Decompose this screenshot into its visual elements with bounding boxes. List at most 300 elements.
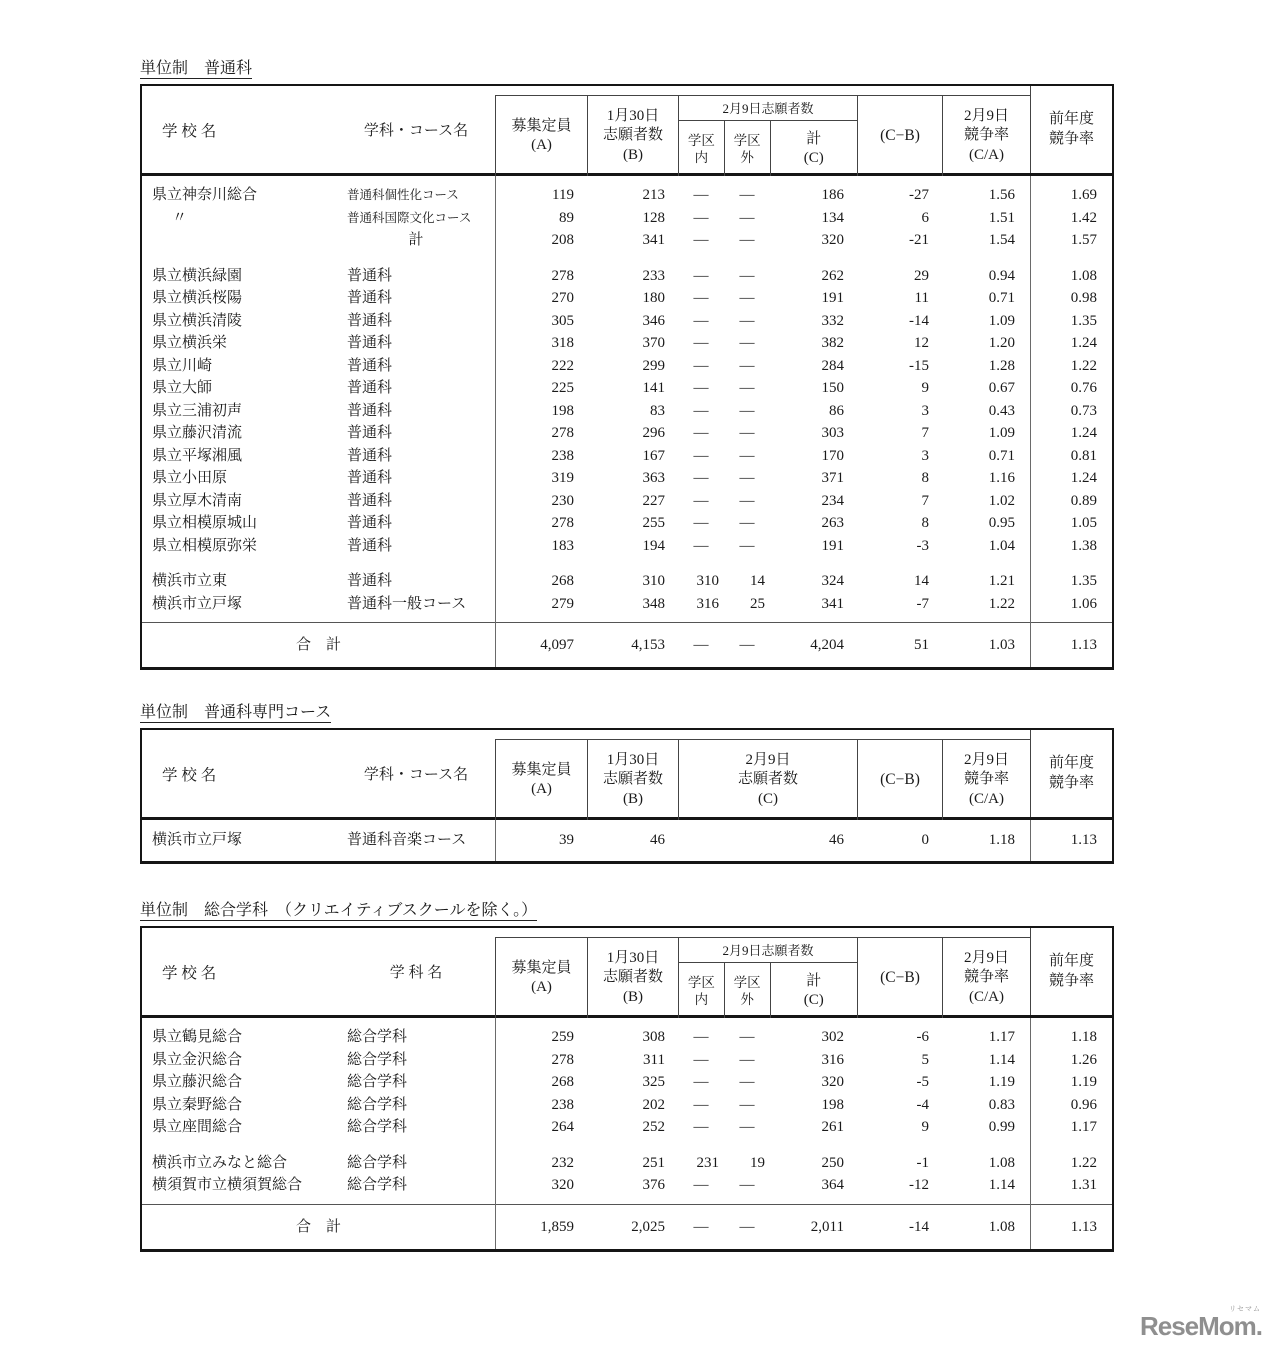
cell-feb-rate: 0.71 — [988, 447, 1015, 464]
column-divider — [495, 176, 496, 667]
cell-in-district: — — [693, 380, 709, 396]
column-divider — [1030, 820, 1031, 861]
table-row — [142, 1116, 1112, 1139]
cell-feb-total: 250 — [821, 1154, 844, 1171]
col-header-school: 学 校 名 — [162, 122, 217, 140]
feb-subheaders — [679, 121, 857, 176]
cell-prev-rate: 1.35 — [1070, 573, 1097, 589]
col-header-jan-applicants: 1月30日 志願者数 (B) — [587, 95, 678, 176]
cell-feb-rate: 0.83 — [988, 1096, 1015, 1113]
cell-diff: 6 — [921, 209, 929, 226]
cell-feb-total: 320 — [821, 1074, 844, 1090]
cell-prev-rate: 1.24 — [1070, 470, 1097, 486]
cell-prev-rate: 1.05 — [1070, 515, 1097, 531]
cell-diff: -1 — [916, 1154, 929, 1171]
cell-feb-rate: 0.95 — [988, 515, 1015, 531]
cell-prev-rate: 1.08 — [1070, 267, 1097, 284]
table-body — [142, 1018, 1112, 1249]
feb-subheaders — [679, 963, 857, 1018]
cell-prev-rate: 0.73 — [1070, 402, 1097, 419]
cell-dept-name: 普通科一般コース — [347, 595, 467, 612]
table-row — [142, 1071, 1112, 1094]
table-row — [142, 400, 1112, 423]
cell-prev-rate: 1.31 — [1070, 1177, 1097, 1193]
cell-dept-name: 総合学科 — [347, 1051, 408, 1068]
cell-dept-name: 総合学科 — [347, 1119, 408, 1135]
cell-school-name: 県立小田原 — [152, 470, 228, 486]
cell-prev-rate: 1.13 — [1070, 832, 1097, 848]
cell-out-district: — — [739, 470, 755, 486]
cell-feb-total: 191 — [821, 537, 844, 554]
table-row — [142, 310, 1112, 333]
cell-in-district: — — [693, 1119, 709, 1135]
group-gap — [142, 557, 1112, 570]
cell-jan-applicants: 348 — [642, 595, 665, 612]
cell-in-district: — — [693, 232, 709, 248]
cell-feb-rate: 0.43 — [988, 402, 1015, 419]
col-header-in-district: 学区 内 — [679, 121, 725, 176]
cell-jan-applicants: 251 — [642, 1154, 665, 1171]
table-body — [142, 820, 1112, 861]
cell-in-district: — — [693, 470, 709, 486]
cell-school-name: 横浜市立みなと総合 — [152, 1154, 288, 1171]
table-title — [140, 58, 1280, 80]
cell-diff: 8 — [921, 515, 929, 531]
cell-school-name: 県立神奈川総合 — [152, 187, 258, 203]
cell-dept-name: 普通科 — [347, 515, 393, 531]
cell-in-district: — — [693, 209, 709, 226]
cell-dept-name: 普通科個性化コース — [347, 188, 459, 202]
cell-school-name: 県立藤沢総合 — [152, 1074, 243, 1090]
cell-jan-applicants: 346 — [642, 312, 665, 329]
cell-school-name: 県立金沢総合 — [152, 1051, 243, 1068]
cell-capacity: 225 — [551, 380, 574, 396]
cell-prev-rate: 0.96 — [1070, 1096, 1097, 1113]
cell-feb-rate: 1.20 — [988, 335, 1015, 351]
table-row — [142, 1094, 1112, 1117]
cell-prev-rate: 1.26 — [1070, 1051, 1097, 1068]
cell-capacity: 89 — [559, 209, 574, 226]
cell-prev-rate: 1.69 — [1070, 187, 1097, 203]
cell-feb-rate: 1.14 — [988, 1177, 1015, 1193]
cell-jan-applicants: 227 — [642, 492, 665, 509]
total-in-district: — — [693, 637, 709, 653]
cell-prev-rate: 1.35 — [1070, 312, 1097, 329]
cell-feb-total: 263 — [821, 515, 844, 531]
cell-school-name: 〃 — [172, 209, 188, 226]
total-jan-applicants: 2,025 — [631, 1218, 665, 1235]
cell-out-district: — — [739, 1096, 755, 1113]
table-row — [142, 535, 1112, 558]
cell-capacity: 222 — [551, 357, 574, 374]
cell-out-district: — — [739, 537, 755, 554]
tables-container — [0, 58, 1280, 1252]
cell-feb-total: 316 — [821, 1051, 844, 1068]
cell-capacity: 238 — [551, 1096, 574, 1113]
cell-diff: 7 — [921, 492, 929, 509]
cell-dept-name: 計 — [408, 232, 424, 248]
cell-feb-total: 198 — [821, 1096, 844, 1113]
table-row — [142, 265, 1112, 288]
cell-out-district: 25 — [750, 595, 765, 612]
group-gap — [142, 1139, 1112, 1152]
cell-capacity: 259 — [551, 1029, 574, 1045]
cell-diff: 29 — [914, 267, 929, 284]
cell-diff: 3 — [921, 447, 929, 464]
col-header-feb-rate: 2月9日 競争率 (C/A) — [942, 739, 1030, 820]
col-header-diff: (C−B) — [857, 937, 942, 1018]
cell-school-name: 県立三浦初声 — [152, 402, 243, 419]
cell-dept-name: 普通科 — [347, 447, 393, 464]
col-header-dept: 学科・コース名 — [363, 123, 469, 139]
cell-out-district: — — [739, 335, 755, 351]
col-header-jan-applicants: 1月30日 志願者数 (B) — [587, 937, 678, 1018]
cell-jan-applicants: 141 — [642, 380, 665, 396]
cell-prev-rate: 1.57 — [1070, 232, 1097, 248]
cell-out-district: — — [739, 187, 755, 203]
cell-school-name: 県立横浜清陵 — [152, 312, 243, 329]
table-row — [142, 445, 1112, 468]
cell-feb-rate: 1.51 — [988, 209, 1015, 226]
cell-in-district: — — [693, 447, 709, 464]
cell-jan-applicants: 167 — [642, 447, 665, 464]
cell-feb-total: 170 — [821, 447, 844, 464]
cell-jan-applicants: 299 — [642, 357, 665, 374]
logo-ruby-text: リセマム — [1229, 1306, 1261, 1313]
cell-dept-name: 普通科 — [347, 380, 393, 396]
cell-school-name: 横浜市立戸塚 — [152, 595, 243, 612]
cell-school-name: 横浜市立戸塚 — [152, 832, 243, 848]
cell-capacity: 232 — [551, 1154, 574, 1171]
cell-diff: -3 — [916, 537, 929, 554]
cell-out-district: — — [739, 267, 755, 284]
cell-dept-name: 普通科 — [347, 470, 393, 486]
cell-diff: -12 — [909, 1177, 929, 1193]
cell-out-district: — — [739, 1051, 755, 1068]
cell-out-district: — — [739, 232, 755, 248]
cell-out-district: — — [739, 1177, 755, 1193]
cell-school-name: 県立川崎 — [152, 357, 213, 374]
cell-feb-rate: 1.22 — [988, 595, 1015, 612]
table-body — [142, 176, 1112, 667]
table-footer — [142, 1204, 1112, 1249]
cell-feb-rate: 1.54 — [988, 232, 1015, 248]
cell-diff: -5 — [916, 1074, 929, 1090]
col-header-capacity: 募集定員 (A) — [495, 95, 587, 176]
cell-capacity: 278 — [551, 515, 574, 531]
logo-brand-text: ReseMom. — [1139, 1311, 1262, 1341]
cell-out-district: 14 — [750, 573, 765, 589]
cell-capacity: 230 — [551, 492, 574, 509]
table-row — [142, 377, 1112, 400]
cell-diff: -14 — [909, 312, 929, 329]
col-header-dept: 学科・コース名 — [363, 767, 469, 783]
cell-diff: -4 — [916, 1096, 929, 1113]
cell-in-district: — — [693, 1074, 709, 1090]
feb-group-label: 2月9日志願者数 — [679, 96, 857, 121]
table-rows — [142, 820, 1112, 861]
cell-capacity: 119 — [552, 187, 574, 203]
cell-diff: 7 — [921, 425, 929, 441]
table-title-text: 単位制 普通科専門コース — [140, 704, 332, 721]
cell-out-district: — — [739, 492, 755, 509]
cell-dept-name: 総合学科 — [347, 1074, 408, 1090]
cell-feb-rate: 1.14 — [988, 1051, 1015, 1068]
cell-jan-applicants: 46 — [650, 832, 665, 848]
cell-diff: 9 — [921, 1119, 929, 1135]
data-table — [140, 84, 1114, 670]
cell-out-district: — — [739, 425, 755, 441]
cell-in-district: — — [693, 290, 709, 306]
table-footer — [142, 622, 1112, 667]
cell-out-district: — — [739, 290, 755, 306]
cell-feb-rate: 0.71 — [988, 290, 1015, 306]
col-header-out-district: 学区 外 — [725, 121, 771, 176]
table-rows — [142, 176, 1112, 622]
cell-school-name: 県立横浜桜陽 — [152, 290, 243, 306]
col-header-capacity: 募集定員 (A) — [495, 937, 587, 1018]
table-row — [142, 287, 1112, 310]
col-header-capacity: 募集定員 (A) — [495, 739, 587, 820]
cell-dept-name: 普通科 — [347, 312, 393, 329]
col-header-total-c: 計 (C) — [803, 972, 824, 1008]
cell-dept-name: 普通科 — [347, 425, 393, 441]
cell-feb-rate: 1.18 — [988, 832, 1015, 848]
cell-capacity: 320 — [551, 1177, 574, 1193]
cell-feb-rate: 1.09 — [988, 425, 1015, 441]
cell-capacity: 305 — [551, 312, 574, 329]
cell-capacity: 183 — [551, 537, 574, 554]
cell-school-name: 県立大師 — [152, 380, 213, 396]
cell-diff: 9 — [921, 380, 929, 396]
cell-school-name: 県立相模原城山 — [152, 515, 258, 531]
cell-in-district: — — [693, 267, 709, 284]
cell-prev-rate: 1.38 — [1070, 537, 1097, 554]
cell-in-district: — — [693, 187, 709, 203]
cell-prev-rate: 0.89 — [1070, 492, 1097, 509]
col-header-prev-rate: 前年度 競争率 — [1030, 86, 1112, 173]
col-header-school: 学 校 名 — [162, 766, 217, 784]
table-title — [140, 900, 1280, 922]
cell-feb-total: 191 — [821, 290, 844, 306]
col-header-diff: (C−B) — [857, 95, 942, 176]
total-label: 合 計 — [295, 637, 341, 653]
cell-feb-total: 332 — [821, 312, 844, 329]
table-row — [142, 467, 1112, 490]
column-divider — [495, 1018, 496, 1249]
col-header-feb-rate: 2月9日 競争率 (C/A) — [942, 937, 1030, 1018]
cell-feb-total: 382 — [821, 335, 844, 351]
cell-feb-total: 150 — [821, 380, 844, 396]
cell-out-district: — — [739, 1119, 755, 1135]
col-header-feb-applicants: 2月9日 志願者数 (C) — [678, 739, 857, 820]
cell-out-district: — — [739, 447, 755, 464]
cell-jan-applicants: 296 — [642, 425, 665, 441]
cell-jan-applicants: 202 — [642, 1096, 665, 1113]
cell-in-district: 316 — [696, 595, 719, 612]
total-row — [142, 623, 1112, 667]
cell-prev-rate: 0.81 — [1070, 447, 1097, 464]
table-row — [142, 355, 1112, 378]
col-header-school: 学 校 名 — [162, 964, 217, 982]
cell-feb-total: 234 — [821, 492, 844, 509]
cell-diff: -6 — [916, 1029, 929, 1045]
col-header-total-c: 計 (C) — [803, 130, 824, 166]
table-row — [142, 229, 1112, 252]
cell-prev-rate: 0.98 — [1070, 290, 1097, 306]
cell-school-name — [142, 229, 337, 252]
total-diff: -14 — [909, 1218, 929, 1235]
total-out-district: — — [739, 1218, 755, 1235]
table-row — [142, 207, 1112, 230]
cell-in-district: — — [693, 335, 709, 351]
cell-out-district: — — [739, 380, 755, 396]
cell-capacity: 318 — [551, 335, 574, 351]
cell-feb-total: 262 — [821, 267, 844, 284]
cell-diff: -27 — [909, 187, 929, 203]
cell-in-district: — — [693, 492, 709, 509]
cell-diff: 3 — [921, 402, 929, 419]
cell-dept-name: 普通科 — [347, 537, 393, 554]
total-capacity: 4,097 — [540, 637, 574, 653]
column-divider — [1030, 176, 1031, 667]
table-row — [142, 512, 1112, 535]
table-section — [0, 702, 1280, 864]
data-table — [140, 926, 1114, 1252]
col-header-diff: (C−B) — [857, 739, 942, 820]
table-row — [142, 820, 1112, 861]
table-row — [142, 1152, 1112, 1175]
data-table — [140, 728, 1114, 864]
cell-feb-rate: 1.08 — [988, 1154, 1015, 1171]
cell-feb-total: 261 — [821, 1119, 844, 1135]
cell-in-district: — — [693, 1096, 709, 1113]
cell-dept-name: 総合学科 — [347, 1177, 408, 1193]
total-diff: 51 — [914, 637, 929, 653]
cell-diff: 0 — [921, 832, 929, 848]
cell-in-district: — — [693, 515, 709, 531]
cell-feb-total: 364 — [821, 1177, 844, 1193]
cell-in-district: — — [693, 1177, 709, 1193]
table-header — [142, 928, 1112, 1018]
total-prev-rate: 1.13 — [1070, 637, 1097, 653]
cell-dept-name: 総合学科 — [347, 1096, 408, 1113]
cell-jan-applicants: 194 — [642, 537, 665, 554]
table-row — [142, 490, 1112, 513]
cell-prev-rate: 1.18 — [1070, 1029, 1097, 1045]
cell-capacity: 264 — [551, 1119, 574, 1135]
cell-out-district: — — [739, 402, 755, 419]
cell-diff: 11 — [914, 290, 929, 306]
total-label: 合 計 — [295, 1218, 341, 1235]
cell-jan-applicants: 252 — [642, 1119, 665, 1135]
cell-dept-name: 普通科音楽コース — [347, 832, 467, 848]
resemom-logo — [1139, 1306, 1264, 1342]
cell-feb-total: 186 — [821, 187, 844, 203]
cell-diff: 5 — [921, 1051, 929, 1068]
col-header-out-district: 学区 外 — [725, 963, 771, 1018]
cell-jan-applicants: 213 — [642, 187, 665, 203]
cell-prev-rate: 1.24 — [1070, 335, 1097, 351]
cell-feb-total: 284 — [821, 357, 844, 374]
table-row — [142, 570, 1112, 593]
cell-in-district: — — [693, 425, 709, 441]
col-header-prev-rate: 前年度 競争率 — [1030, 730, 1112, 817]
total-in-district: — — [693, 1218, 709, 1235]
cell-jan-applicants: 311 — [643, 1051, 665, 1068]
cell-feb-total: 46 — [829, 832, 844, 848]
cell-jan-applicants: 233 — [642, 267, 665, 284]
cell-feb-rate: 1.19 — [988, 1074, 1015, 1090]
cell-jan-applicants: 308 — [642, 1029, 665, 1045]
cell-dept-name: 総合学科 — [347, 1154, 408, 1171]
cell-capacity: 278 — [551, 1051, 574, 1068]
total-capacity: 1,859 — [540, 1218, 574, 1235]
cell-dept-name: 普通科 — [347, 402, 393, 419]
table-row — [142, 1026, 1112, 1049]
cell-prev-rate: 1.22 — [1070, 357, 1097, 374]
cell-diff: 8 — [921, 470, 929, 486]
cell-diff: -7 — [916, 595, 929, 612]
cell-out-district: — — [739, 1029, 755, 1045]
cell-out-district: — — [739, 515, 755, 531]
cell-dept-name: 普通科 — [347, 267, 393, 284]
total-prev-rate: 1.13 — [1070, 1218, 1097, 1235]
total-jan-applicants: 4,153 — [631, 637, 665, 653]
cell-capacity: 278 — [551, 425, 574, 441]
cell-feb-total: 134 — [821, 209, 844, 226]
cell-school-name: 県立厚木清南 — [152, 492, 243, 509]
cell-jan-applicants: 83 — [650, 402, 665, 419]
cell-jan-applicants: 255 — [642, 515, 665, 531]
col-header-feb-applicants — [678, 937, 857, 1018]
cell-school-name: 県立相模原弥栄 — [152, 537, 258, 554]
cell-feb-rate: 1.02 — [988, 492, 1015, 509]
cell-capacity: 270 — [551, 290, 574, 306]
cell-prev-rate: 1.06 — [1070, 595, 1097, 612]
feb-group-label: 2月9日志願者数 — [679, 938, 857, 963]
cell-jan-applicants: 310 — [642, 573, 665, 589]
table-row — [142, 332, 1112, 355]
cell-feb-total: 341 — [821, 595, 844, 612]
cell-jan-applicants: 180 — [642, 290, 665, 306]
cell-in-district: — — [693, 537, 709, 554]
cell-diff: 14 — [914, 573, 929, 589]
cell-feb-rate: 1.09 — [988, 312, 1015, 329]
cell-feb-total: 324 — [821, 573, 844, 589]
cell-capacity: 268 — [551, 1074, 574, 1090]
cell-feb-total: 86 — [829, 402, 844, 419]
cell-school-name: 県立藤沢清流 — [152, 425, 243, 441]
cell-feb-rate: 1.21 — [988, 573, 1015, 589]
cell-feb-rate: 0.99 — [988, 1119, 1015, 1135]
cell-prev-rate: 1.42 — [1070, 209, 1097, 226]
cell-diff: 12 — [914, 335, 929, 351]
total-feb-total: 2,011 — [810, 1218, 844, 1235]
cell-feb-total: 371 — [821, 470, 844, 486]
cell-capacity: 268 — [551, 573, 574, 589]
cell-feb-rate: 1.17 — [988, 1029, 1015, 1045]
cell-jan-applicants: 325 — [642, 1074, 665, 1090]
cell-dept-name: 普通科国際文化コース — [347, 210, 472, 225]
cell-dept-name: 普通科 — [347, 290, 393, 306]
cell-prev-rate: 1.24 — [1070, 425, 1097, 441]
cell-capacity: 319 — [551, 470, 574, 486]
col-header-jan-applicants: 1月30日 志願者数 (B) — [587, 739, 678, 820]
table-row — [142, 184, 1112, 207]
col-header-dept: 学 科 名 — [389, 965, 443, 981]
col-header-prev-rate: 前年度 競争率 — [1030, 928, 1112, 1015]
